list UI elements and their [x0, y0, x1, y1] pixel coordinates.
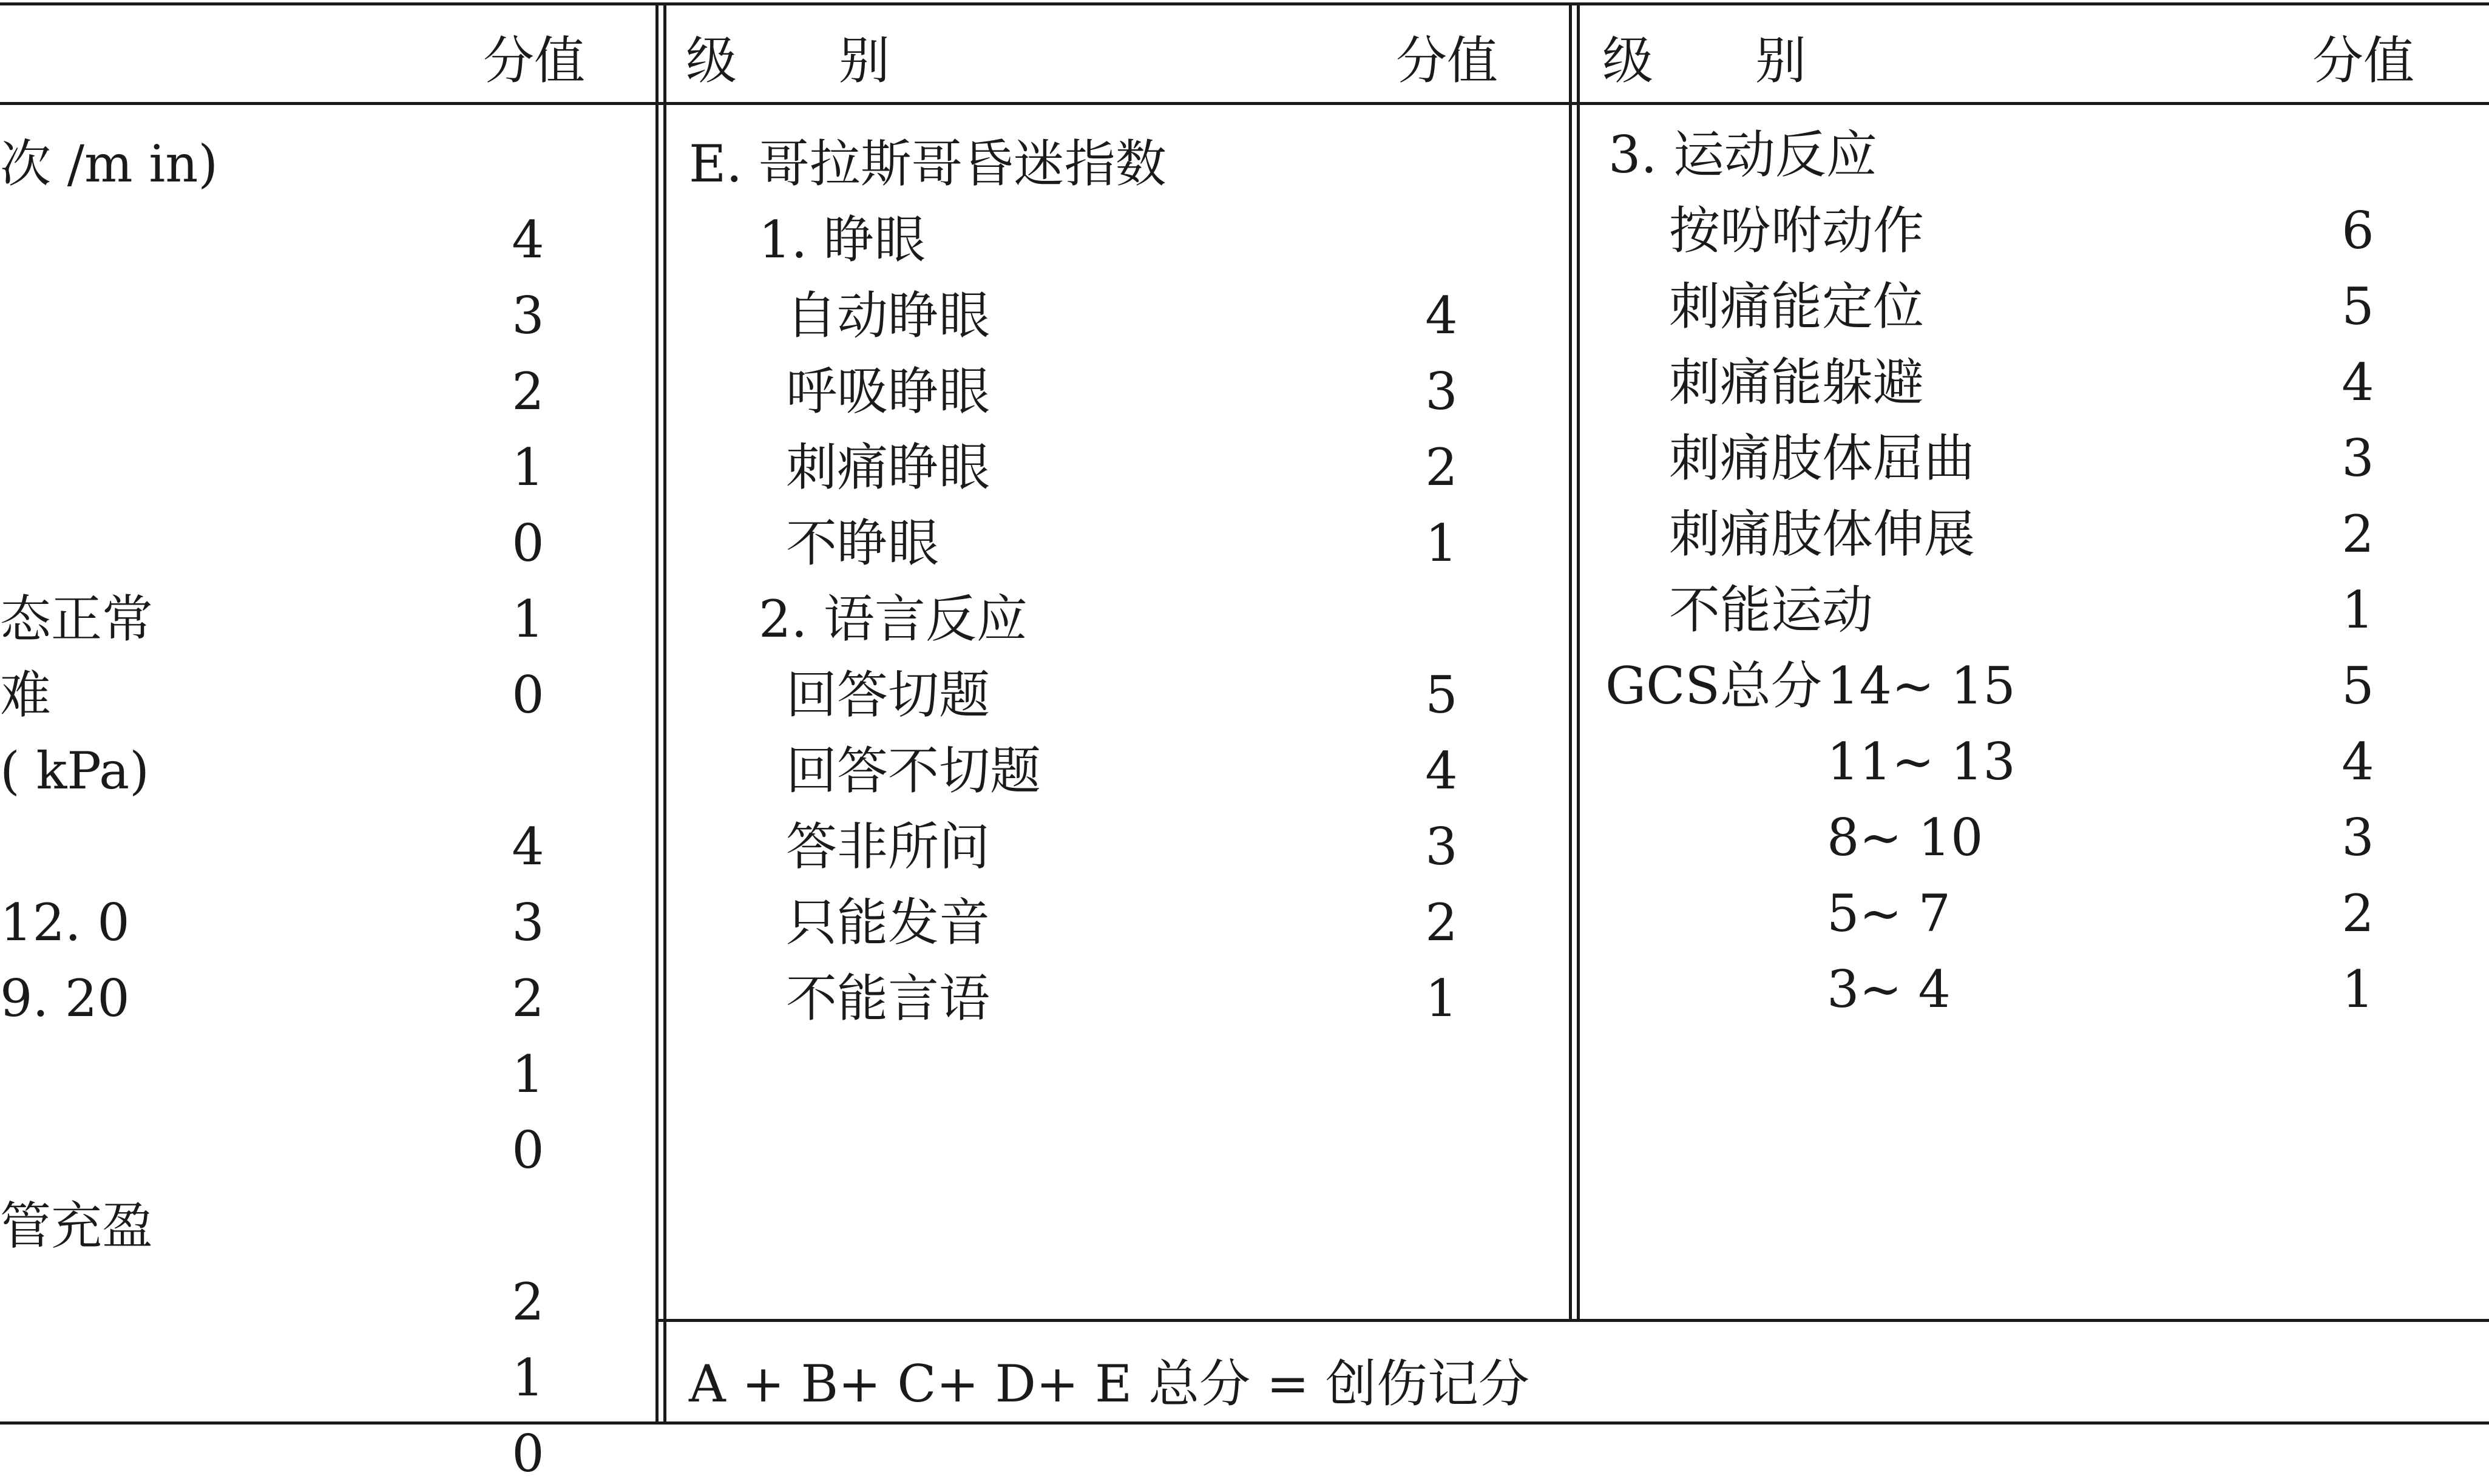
panel-c-score-2: 5: [2342, 277, 2374, 336]
panel-b-label-5: 不睁眼: [786, 513, 940, 573]
panel-a-score-5: 0: [512, 513, 544, 573]
footer-formula: A + B+ C+ D+ E 总分 = 创伤记分: [689, 1354, 1529, 1414]
panel-b-label-7: 回答切题: [786, 665, 991, 725]
panel-b-score-7: 5: [1425, 665, 1458, 725]
panel-a-label-6: 态正常: [0, 589, 154, 649]
panel-c-range-8: 11~ 13: [1827, 732, 2016, 791]
panel-b-score-4: 2: [1425, 438, 1458, 497]
panel-b-label-9: 答非所问: [786, 817, 991, 876]
panel-c-score-8: 4: [2342, 732, 2374, 791]
panel-a-score-1: 4: [512, 210, 544, 269]
panel-a-score-10: 3: [512, 893, 544, 952]
panel-c-score-10: 2: [2342, 884, 2374, 943]
panel-c-header-level: 级 别: [1602, 31, 1807, 90]
panel-c-score-7: 5: [2342, 656, 2374, 716]
panel-c-score-4: 3: [2342, 429, 2374, 488]
panel-b-label-10: 只能发音: [786, 893, 991, 952]
panel-a-score-17: 0: [512, 1424, 544, 1483]
panel-c-score-3: 4: [2342, 353, 2374, 412]
panel-b-header-level: 级 别: [686, 31, 890, 90]
panel-a-label-10: 12. 0: [0, 893, 130, 952]
panel-c-range-7: 14~ 15: [1827, 656, 2016, 716]
panel-b-label-3: 呼吸睁眼: [786, 362, 991, 421]
panel-c-label-1: 按吩咐动作: [1669, 201, 1925, 260]
header-rule: [0, 102, 2489, 105]
panel-b-label-2: 自动睁眼: [786, 286, 991, 345]
panel-c-label-5: 刺痛肢体伸展: [1669, 504, 1976, 564]
panel-a-score-4: 1: [512, 438, 544, 497]
top-border: [0, 2, 2489, 5]
panel-a-label-8: ( kPa): [0, 741, 149, 801]
panel-a-score-12: 1: [512, 1045, 544, 1104]
panel-c-label-4: 刺痛肢体屈曲: [1669, 429, 1976, 488]
panel-c-label-2: 刺痛能定位: [1669, 277, 1925, 336]
divider-a-b-1: [655, 2, 659, 1425]
panel-c-score-5: 2: [2342, 504, 2374, 564]
panel-a-score-9: 4: [512, 817, 544, 876]
panel-a-score-13: 0: [512, 1120, 544, 1180]
panel-a-score-3: 2: [512, 362, 544, 421]
panel-b-score-11: 1: [1425, 969, 1458, 1028]
panel-b-section-title: E. 哥拉斯哥昏迷指数: [689, 134, 1167, 194]
footer-top-rule: [659, 1319, 2489, 1322]
panel-b-score-5: 1: [1425, 513, 1458, 573]
panel-b-header-score: 分值: [1396, 31, 1498, 90]
panel-c-range-10: 5~ 7: [1827, 884, 1951, 943]
panel-a-score-6: 1: [512, 589, 544, 649]
panel-a-score-11: 2: [512, 969, 544, 1028]
panel-c-score-6: 1: [2342, 580, 2374, 640]
panel-a-label-11: 9. 20: [0, 969, 130, 1028]
panel-a-score-16: 1: [512, 1348, 544, 1408]
divider-b-c-2: [1577, 2, 1580, 1321]
panel-b-score-8: 4: [1425, 741, 1458, 801]
panel-a-score-15: 2: [512, 1272, 544, 1332]
panel-b-score-3: 3: [1425, 362, 1458, 421]
panel-c-label-6: 不能运动: [1669, 580, 1874, 640]
panel-c-range-11: 3~ 4: [1827, 960, 1951, 1019]
panel-c-score-11: 1: [2342, 960, 2374, 1019]
panel-b-label-11: 不能言语: [786, 969, 991, 1028]
panel-c-score-9: 3: [2342, 808, 2374, 867]
panel-a-label-7: 难: [0, 665, 52, 725]
divider-b-c-1: [1569, 2, 1572, 1321]
panel-c-subsection-motor: 3. 运动反应: [1608, 125, 1877, 185]
panel-b-label-8: 回答不切题: [786, 741, 1041, 801]
panel-a-header-score: 分值: [483, 31, 586, 90]
panel-b-score-2: 4: [1425, 286, 1458, 345]
panel-a-label-14: 管充盈: [0, 1196, 154, 1256]
panel-c-gcs-label: GCS总分: [1605, 656, 1822, 716]
bottom-rule: [0, 1421, 2489, 1425]
panel-b-score-9: 3: [1425, 817, 1458, 876]
panel-b-label-4: 刺痛睁眼: [786, 438, 991, 497]
panel-c-score-1: 6: [2342, 201, 2374, 260]
panel-c-range-9: 8~ 10: [1827, 808, 1983, 867]
panel-a-label-0: 次 /m in): [0, 134, 218, 194]
panel-a-score-2: 3: [512, 286, 544, 345]
panel-c-label-3: 刺痛能躲避: [1669, 353, 1925, 412]
divider-a-b-2: [663, 2, 666, 1425]
panel-a-score-7: 0: [512, 665, 544, 725]
panel-c-header-score: 分值: [2312, 31, 2415, 90]
panel-b-score-10: 2: [1425, 893, 1458, 952]
panel-b-subsection-eye: 1. 睁眼: [759, 210, 926, 269]
panel-b-subsection-verbal: 2. 语言反应: [759, 589, 1028, 649]
